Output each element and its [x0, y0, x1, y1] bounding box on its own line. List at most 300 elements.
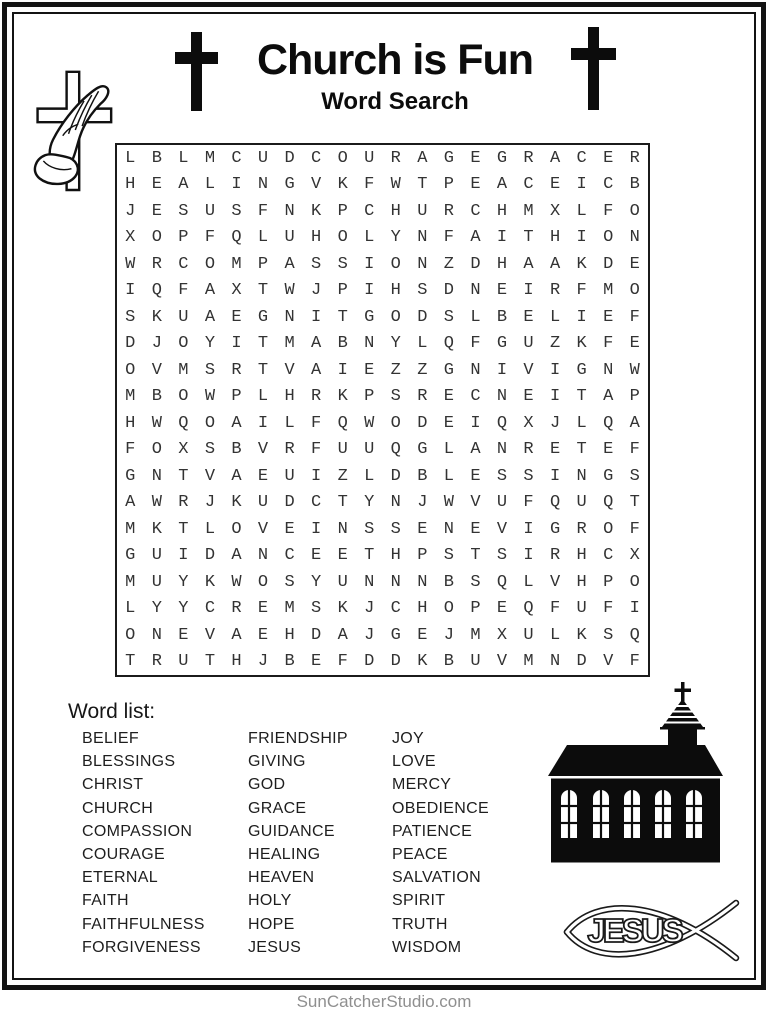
grid-letter: F — [178, 281, 189, 301]
grid-letter: T — [364, 546, 375, 566]
grid-letter: E — [364, 360, 375, 380]
grid-letter: G — [576, 360, 587, 380]
grid-letter: Z — [417, 360, 428, 380]
grid-letter: G — [417, 440, 428, 460]
grid-letter: N — [284, 307, 295, 327]
grid-letter: C — [364, 201, 375, 221]
grid-letter: E — [151, 175, 162, 195]
grid-letter: H — [231, 652, 242, 672]
grid-letter: P — [364, 387, 375, 407]
grid-letter: R — [151, 652, 162, 672]
grid-letter: E — [603, 440, 614, 460]
church-icon — [545, 672, 725, 864]
grid-letter: I — [257, 413, 269, 433]
grid-letter: F — [523, 493, 534, 513]
grid-letter: U — [337, 572, 348, 592]
grid-letter: P — [257, 254, 269, 274]
grid-letter: O — [204, 254, 216, 274]
grid-letter: N — [257, 175, 269, 195]
grid-letter: T — [125, 652, 136, 672]
grid-letter: T — [576, 440, 587, 460]
grid-letter: A — [496, 175, 508, 195]
word-list-item: COURAGE — [82, 846, 165, 864]
grid-letter: K — [311, 201, 322, 221]
grid-letter: B — [443, 652, 454, 672]
grid-letter: O — [151, 228, 162, 248]
grid-letter: C — [204, 599, 216, 619]
grid-letter: C — [470, 387, 481, 407]
grid-letter: E — [257, 599, 269, 619]
grid-letter: L — [204, 175, 216, 195]
grid-letter: P — [337, 281, 348, 301]
grid-letter: I — [576, 228, 587, 248]
grid-letter: H — [284, 625, 295, 645]
word-list-item: JOY — [392, 730, 425, 747]
page-title: Church is Fun — [256, 36, 534, 84]
grid-letter: F — [125, 440, 136, 460]
grid-letter: I — [549, 466, 561, 486]
grid-letter: E — [523, 387, 534, 407]
grid-letter: G — [496, 148, 508, 168]
grid-letter: U — [204, 201, 216, 221]
word-list-item: GRACE — [248, 799, 307, 817]
word-list-item: WISDOM — [392, 938, 462, 956]
grid-letter: G — [284, 175, 295, 195]
grid-letter: W — [204, 387, 216, 407]
grid-letter: L — [417, 334, 428, 354]
grid-letter: D — [311, 625, 322, 645]
grid-letter: U — [496, 493, 508, 513]
grid-letter: V — [257, 519, 269, 539]
grid-letter: L — [257, 228, 269, 248]
grid-letter: E — [284, 519, 295, 539]
grid-letter: V — [257, 440, 269, 460]
grid-letter: N — [284, 201, 295, 221]
grid-letter: N — [390, 493, 401, 513]
grid-letter: S — [443, 307, 454, 327]
grid-letter: T — [178, 466, 189, 486]
grid-letter: W — [231, 572, 242, 592]
grid-letter: S — [629, 466, 640, 486]
grid-letter: N — [496, 387, 508, 407]
grid-letter: E — [443, 413, 454, 433]
grid-letter: E — [178, 625, 189, 645]
word-list-item: CHURCH — [82, 799, 154, 817]
grid-letter: G — [496, 334, 508, 354]
grid-letter: P — [178, 228, 189, 248]
grid-letter: B — [284, 652, 295, 672]
grid-letter: C — [576, 148, 587, 168]
word-list-column-1 — [82, 727, 205, 959]
grid-letter: C — [523, 175, 534, 195]
grid-letter: R — [390, 148, 401, 168]
grid-letter: I — [125, 281, 136, 301]
grid-letter: J — [311, 281, 322, 301]
grid-letter: R — [443, 201, 454, 221]
grid-letter: A — [470, 440, 481, 460]
grid-letter: N — [417, 254, 428, 274]
word-list-item: HOPE — [248, 915, 295, 933]
grid-letter: L — [523, 572, 534, 592]
grid-letter: F — [629, 519, 640, 539]
grid-letter: F — [364, 175, 375, 195]
grid-letter: F — [257, 201, 269, 221]
grid-letter: U — [337, 440, 348, 460]
grid-letter: Y — [390, 228, 401, 248]
grid-letter: U — [257, 148, 269, 168]
word-list-item: SALVATION — [392, 869, 481, 887]
grid-letter: K — [337, 387, 348, 407]
grid-letter: V — [284, 360, 295, 380]
grid-letter: C — [178, 254, 189, 274]
grid-letter: U — [284, 466, 295, 486]
grid-letter: L — [576, 201, 587, 221]
grid-letter: T — [257, 334, 269, 354]
grid-letter: F — [549, 599, 561, 619]
grid-letter: R — [523, 440, 534, 460]
grid-letter: Z — [390, 360, 401, 380]
grid-letter: J — [125, 201, 136, 221]
grid-letter: D — [284, 493, 295, 513]
grid-letter: T — [257, 360, 269, 380]
grid-letter: A — [204, 281, 216, 301]
grid-letter: T — [470, 546, 481, 566]
grid-letter: Z — [443, 254, 454, 274]
grid-letter: E — [603, 148, 614, 168]
grid-letter: M — [523, 201, 534, 221]
word-list-item: FORGIVENESS — [82, 938, 201, 956]
grid-letter: U — [284, 228, 295, 248]
grid-letter: I — [364, 281, 375, 301]
grid-letter: U — [523, 334, 534, 354]
grid-letter: I — [549, 387, 561, 407]
grid-letter: J — [204, 493, 216, 513]
grid-letter: I — [231, 175, 242, 195]
word-list-item: LOVE — [392, 753, 436, 771]
word-list-item: FAITHFULNESS — [82, 915, 205, 933]
grid-letter: T — [417, 175, 428, 195]
grid-letter: S — [390, 387, 401, 407]
grid-letter: W — [284, 281, 295, 301]
grid-letter: O — [603, 519, 614, 539]
grid-letter: S — [178, 201, 189, 221]
grid-letter: K — [151, 519, 162, 539]
grid-letter: W — [364, 413, 375, 433]
grid-letter: W — [629, 360, 640, 380]
grid-letter: B — [443, 572, 454, 592]
grid-letter: D — [417, 413, 428, 433]
grid-letter: C — [603, 175, 614, 195]
grid-letter: H — [576, 572, 587, 592]
grid-letter: N — [470, 360, 481, 380]
word-list-item: SPIRIT — [392, 892, 446, 910]
grid-letter: O — [178, 387, 189, 407]
grid-letter: K — [231, 493, 242, 513]
grid-letter: S — [231, 201, 242, 221]
grid-letter: X — [523, 413, 534, 433]
grid-letter: D — [364, 652, 375, 672]
grid-letter: L — [364, 466, 375, 486]
grid-letter: S — [470, 572, 481, 592]
grid-letter: J — [364, 599, 375, 619]
grid-letter: Y — [311, 572, 322, 592]
grid-letter: N — [417, 228, 428, 248]
grid-letter: H — [417, 599, 428, 619]
grid-letter: I — [311, 307, 322, 327]
praying-hands-icon — [24, 56, 116, 201]
grid-letter: E — [523, 307, 534, 327]
grid-letter: D — [576, 652, 587, 672]
grid-letter: L — [443, 466, 454, 486]
grid-letter: H — [125, 413, 136, 433]
grid-letter: F — [470, 334, 481, 354]
grid-letter: C — [231, 148, 242, 168]
grid-letter: U — [257, 493, 269, 513]
grid-letter: L — [576, 413, 587, 433]
grid-letter: N — [151, 625, 162, 645]
grid-letter: P — [603, 572, 614, 592]
grid-letter: K — [576, 254, 587, 274]
grid-letter: O — [443, 599, 454, 619]
grid-letter: V — [523, 360, 534, 380]
grid-letter: N — [257, 546, 269, 566]
grid-letter: F — [629, 440, 640, 460]
grid-letter: E — [337, 546, 348, 566]
grid-letter: O — [337, 228, 348, 248]
grid-letter: D — [204, 546, 216, 566]
grid-letter: I — [311, 519, 322, 539]
grid-letter: B — [151, 148, 162, 168]
grid-letter: G — [443, 360, 454, 380]
grid-letter: I — [311, 466, 322, 486]
grid-letter: G — [603, 466, 614, 486]
grid-letter: T — [257, 281, 269, 301]
word-list-item: GUIDANCE — [248, 822, 335, 840]
grid-letter: A — [417, 148, 428, 168]
grid-letter: M — [178, 360, 189, 380]
word-list-item: OBEDIENCE — [392, 799, 489, 817]
grid-letter: N — [576, 466, 587, 486]
grid-letter: V — [204, 466, 216, 486]
grid-letter: T — [629, 493, 640, 513]
grid-letter: I — [496, 228, 508, 248]
grid-letter: X — [549, 201, 561, 221]
word-list-item: ETERNAL — [82, 869, 158, 887]
grid-letter: H — [311, 228, 322, 248]
grid-letter: C — [470, 201, 481, 221]
grid-letter: C — [284, 546, 295, 566]
grid-letter: N — [470, 281, 481, 301]
word-list-item: COMPASSION — [82, 822, 193, 840]
grid-letter: U — [364, 440, 375, 460]
grid-letter: H — [125, 175, 136, 195]
grid-letter: O — [231, 519, 242, 539]
grid-letter: A — [311, 334, 322, 354]
grid-letter: R — [231, 599, 242, 619]
grid-letter: F — [629, 307, 640, 327]
grid-letter: E — [417, 625, 428, 645]
grid-letter: A — [231, 546, 242, 566]
grid-letter: N — [496, 440, 508, 460]
grid-letter: I — [629, 599, 640, 619]
grid-letter: W — [443, 493, 454, 513]
grid-letter: K — [204, 572, 216, 592]
grid-letter: H — [576, 546, 587, 566]
grid-letter: W — [390, 175, 401, 195]
grid-letter: O — [390, 413, 401, 433]
grid-letter: D — [443, 281, 454, 301]
grid-letter: L — [549, 625, 561, 645]
grid-letter: Z — [337, 466, 348, 486]
grid-letter: F — [311, 413, 322, 433]
grid-letter: C — [390, 599, 401, 619]
grid-letter: S — [496, 466, 508, 486]
grid-letter: A — [470, 228, 481, 248]
grid-letter: M — [204, 148, 216, 168]
grid-letter: R — [178, 493, 189, 513]
grid-letter: U — [523, 625, 534, 645]
grid-letter: A — [549, 254, 561, 274]
grid-letter: N — [603, 360, 614, 380]
grid-letter: M — [470, 625, 481, 645]
grid-letter: X — [496, 625, 508, 645]
grid-letter: S — [125, 307, 136, 327]
grid-letter: X — [178, 440, 189, 460]
grid-letter: E — [257, 466, 269, 486]
puzzle-grid — [115, 143, 650, 677]
grid-letter: O — [629, 281, 640, 301]
jesus-fish-icon — [560, 892, 745, 967]
grid-letter: E — [549, 175, 561, 195]
grid-letter: M — [125, 572, 136, 592]
grid-letter: N — [364, 334, 375, 354]
word-list-column-3 — [392, 727, 489, 959]
grid-letter: Q — [603, 413, 614, 433]
grid-letter: F — [576, 281, 587, 301]
grid-letter: B — [629, 175, 640, 195]
grid-letter: U — [470, 652, 481, 672]
grid-letter: N — [364, 572, 375, 592]
word-list-item: TRUTH — [392, 915, 448, 933]
grid-letter: M — [523, 652, 534, 672]
grid-letter: U — [364, 148, 375, 168]
grid-letter: G — [257, 307, 269, 327]
grid-letter: W — [125, 254, 136, 274]
grid-letter: S — [417, 281, 428, 301]
grid-letter: E — [311, 546, 322, 566]
grid-letter: Q — [443, 334, 454, 354]
grid-letter: U — [151, 572, 162, 592]
grid-letter: D — [603, 254, 614, 274]
grid-letter: K — [337, 599, 348, 619]
grid-letter: Q — [496, 413, 508, 433]
grid-letter: S — [390, 519, 401, 539]
grid-letter: Z — [549, 334, 561, 354]
grid-letter: V — [470, 493, 481, 513]
grid-letter: I — [337, 360, 348, 380]
grid-letter: E — [629, 334, 640, 354]
grid-letter: L — [364, 228, 375, 248]
grid-letter: V — [496, 652, 508, 672]
grid-letter: A — [178, 175, 189, 195]
grid-letter: I — [231, 334, 242, 354]
grid-letter: A — [231, 413, 242, 433]
grid-letter: A — [337, 625, 348, 645]
word-list-item: GOD — [248, 776, 286, 794]
grid-letter: N — [151, 466, 162, 486]
grid-letter: H — [390, 546, 401, 566]
grid-letter: I — [523, 546, 534, 566]
grid-letter: E — [311, 652, 322, 672]
grid-letter: F — [629, 652, 640, 672]
grid-letter: I — [364, 254, 375, 274]
word-list-item: HEAVEN — [248, 869, 315, 887]
grid-letter: Y — [364, 493, 375, 513]
grid-letter: U — [576, 493, 587, 513]
grid-letter: X — [231, 281, 242, 301]
grid-letter: T — [576, 387, 587, 407]
grid-letter: S — [443, 546, 454, 566]
grid-letter: U — [576, 599, 587, 619]
grid-letter: H — [496, 254, 508, 274]
grid-letter: J — [417, 493, 428, 513]
grid-letter: A — [311, 360, 322, 380]
grid-letter: E — [231, 307, 242, 327]
grid-letter: Q — [231, 228, 242, 248]
grid-letter: M — [284, 599, 295, 619]
grid-letter: N — [629, 228, 640, 248]
grid-letter: C — [311, 148, 322, 168]
grid-letter: N — [417, 572, 428, 592]
grid-letter: R — [523, 148, 534, 168]
grid-letter: D — [390, 652, 401, 672]
grid-letter: I — [549, 360, 561, 380]
grid-letter: M — [125, 387, 136, 407]
grid-letter: Q — [496, 572, 508, 592]
grid-letter: Q — [629, 625, 640, 645]
grid-letter: Y — [204, 334, 216, 354]
grid-letter: O — [390, 307, 401, 327]
grid-letter: O — [204, 413, 216, 433]
grid-letter: D — [390, 466, 401, 486]
grid-letter: J — [549, 413, 561, 433]
grid-letter: B — [417, 466, 428, 486]
grid-letter: M — [125, 519, 136, 539]
grid-letter: A — [523, 254, 534, 274]
grid-letter: S — [364, 519, 375, 539]
grid-letter: U — [178, 652, 189, 672]
grid-letter: G — [443, 148, 454, 168]
grid-letter: P — [337, 201, 348, 221]
grid-letter: C — [311, 493, 322, 513]
word-list-item: JESUS — [248, 938, 302, 956]
grid-letter: M — [603, 281, 614, 301]
word-list-item: HOLY — [248, 892, 292, 910]
grid-letter: V — [603, 652, 614, 672]
grid-letter: G — [549, 519, 561, 539]
grid-letter: K — [576, 625, 587, 645]
grid-letter: A — [629, 413, 640, 433]
word-list-item: GIVING — [248, 753, 306, 771]
grid-letter: B — [231, 440, 242, 460]
grid-letter: O — [603, 228, 614, 248]
grid-letter: P — [231, 387, 242, 407]
grid-letter: F — [204, 228, 216, 248]
grid-letter: T — [337, 493, 348, 513]
grid-letter: S — [284, 572, 295, 592]
grid-letter: L — [443, 440, 454, 460]
grid-letter: R — [629, 148, 640, 168]
